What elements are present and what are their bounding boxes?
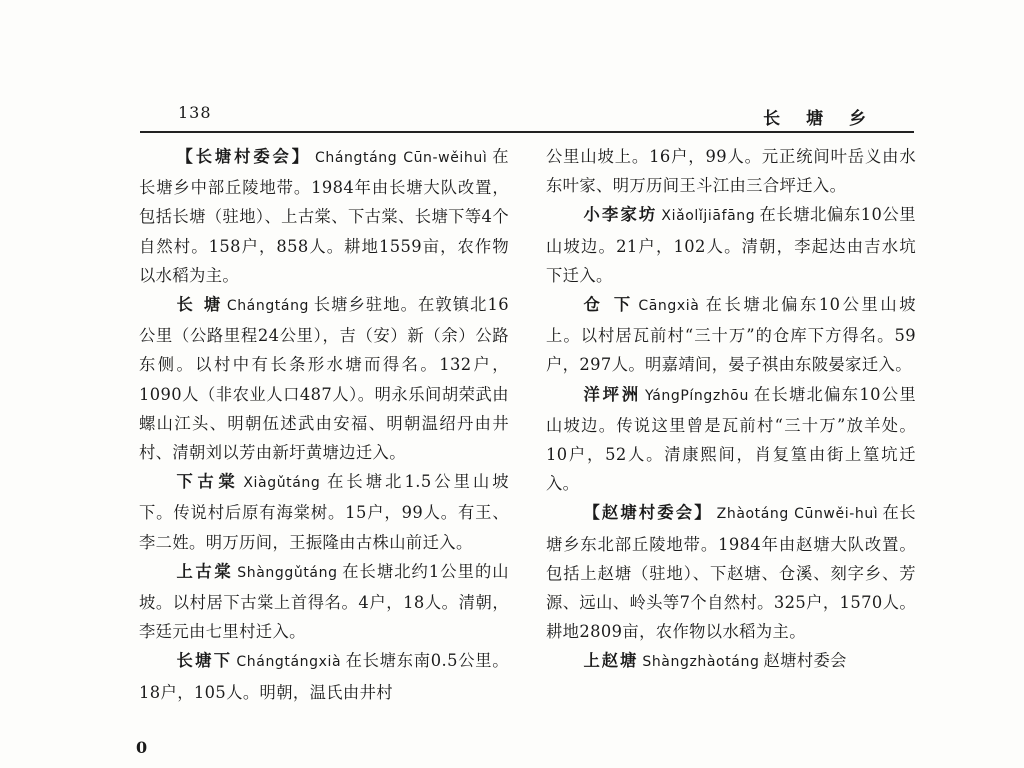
entry-heading: 洋坪洲 <box>583 384 642 404</box>
entry-romanization: Shànggǔtáng <box>237 564 338 581</box>
entry-text: 在长塘北1.5公里山坡下。传说村后原有海棠树。15户，99人。有王、李二姓。明万历间，王振隆由古株山前迁入。 <box>139 472 509 552</box>
entry-romanization: Xiàgǔtáng <box>243 475 321 492</box>
header-rule <box>140 131 914 133</box>
entry-romanization: Chángtángxià <box>236 654 342 671</box>
entry-romanization: YángPíngzhōu <box>645 387 749 404</box>
left-column <box>139 142 509 707</box>
entry-cangxia <box>546 290 916 380</box>
entry-text: 在长塘北偏东10公里山坡边。21户，102人。清朝，李起达由吉水坑下迁入。 <box>546 205 916 285</box>
page-number: 138 <box>178 103 212 122</box>
entry-shanggutang <box>139 557 509 647</box>
entry-text: 在长塘北偏东10公里山坡边。传说这里曾是瓦前村“三十万”放羊处。10户，52人。清康熙间，肖复篁由街上篁坑迁入。 <box>546 384 916 494</box>
entry-heading: 长塘下 <box>176 651 233 671</box>
entry-text: 长塘乡驻地。在敦镇北16公里（公路里程24公里），吉（安）新（余）公路东侧。以村中有长条形水塘而得名。132户，1090人（非农业人口487人）。明永乐间胡荣武由螺山江头、明朝伍述武由安福、明朝温绍丹由井村、清朝刘以芳由新圩黄塘边迁入。 <box>139 295 509 463</box>
entry-yangpingzhou <box>546 380 916 499</box>
entry-changtang-village-committee <box>139 142 509 290</box>
entry-romanization: Shàngzhàotáng <box>642 654 760 671</box>
entry-heading: 小李家坊 <box>583 205 658 225</box>
entry-shangzhaotang <box>546 646 916 677</box>
entry-heading: 长 塘 <box>176 295 223 315</box>
entry-text: 赵塘村委会 <box>763 651 847 671</box>
entry-heading: 仓 下 <box>583 295 635 315</box>
entry-xiagutang <box>139 467 509 557</box>
entry-heading: 上古棠 <box>176 561 234 581</box>
entry-heading: 上赵塘 <box>583 651 639 671</box>
entry-text: 在长塘乡东北部丘陵地带。1984年由赵塘大队改置。包括上赵塘（驻地）、下赵塘、仓溪、刻字乡、芳源、远山、岭头等7个自然村。325户，1570人。耕地2809亩，农作物以水稻为主。 <box>546 503 916 642</box>
margin-mark: 0 <box>136 738 148 757</box>
running-title: 长 塘 乡 <box>763 109 876 129</box>
right-column <box>546 142 916 678</box>
entry-changtang <box>139 290 509 467</box>
entry-romanization: Chángtáng <box>226 298 310 315</box>
entry-xiaolijiafang <box>546 200 916 290</box>
entry-romanization: Zhàotáng Cūnwěi-huì <box>716 506 879 523</box>
entry-heading: 【赵塘村委会】 <box>583 503 713 523</box>
entry-romanization: Cāngxià <box>638 298 700 315</box>
entry-text: 在长塘北偏东10公里山坡上。以村居瓦前村“三十万”的仓库下方得名。59户，297人。明嘉靖间，晏子祺由东陂晏家迁入。 <box>546 295 916 375</box>
entry-text: 在长塘北约1公里的山坡。以村居下古棠上首得名。4户，18人。清朝，李廷元由七里村迁入。 <box>139 561 509 642</box>
entry-changtangxia <box>139 646 509 706</box>
entry-text: 在长塘东南0.5公里。18户，105人。明朝，温氏由井村 <box>139 651 509 702</box>
entry-heading: 下古棠 <box>176 472 240 492</box>
entry-heading: 【长塘村委会】 <box>176 147 311 166</box>
entry-romanization: Chángtáng Cūn-wěihuì <box>315 150 488 166</box>
entry-zhaotang-village-committee <box>546 498 916 646</box>
continued-text: 公里山坡上。16户，99人。元正统间叶岳义由水东叶家、明万历间王斗江由三合坪迁入。 <box>546 147 916 196</box>
entry-romanization: Xiǎolǐjiāfāng <box>661 208 756 225</box>
entry-text: 在长塘乡中部丘陵地带。1984年由长塘大队改置，包括长塘（驻地）、上古棠、下古棠、长塘下等4个自然村。158户，858人。耕地1559亩，农作物以水稻为主。 <box>139 147 509 285</box>
